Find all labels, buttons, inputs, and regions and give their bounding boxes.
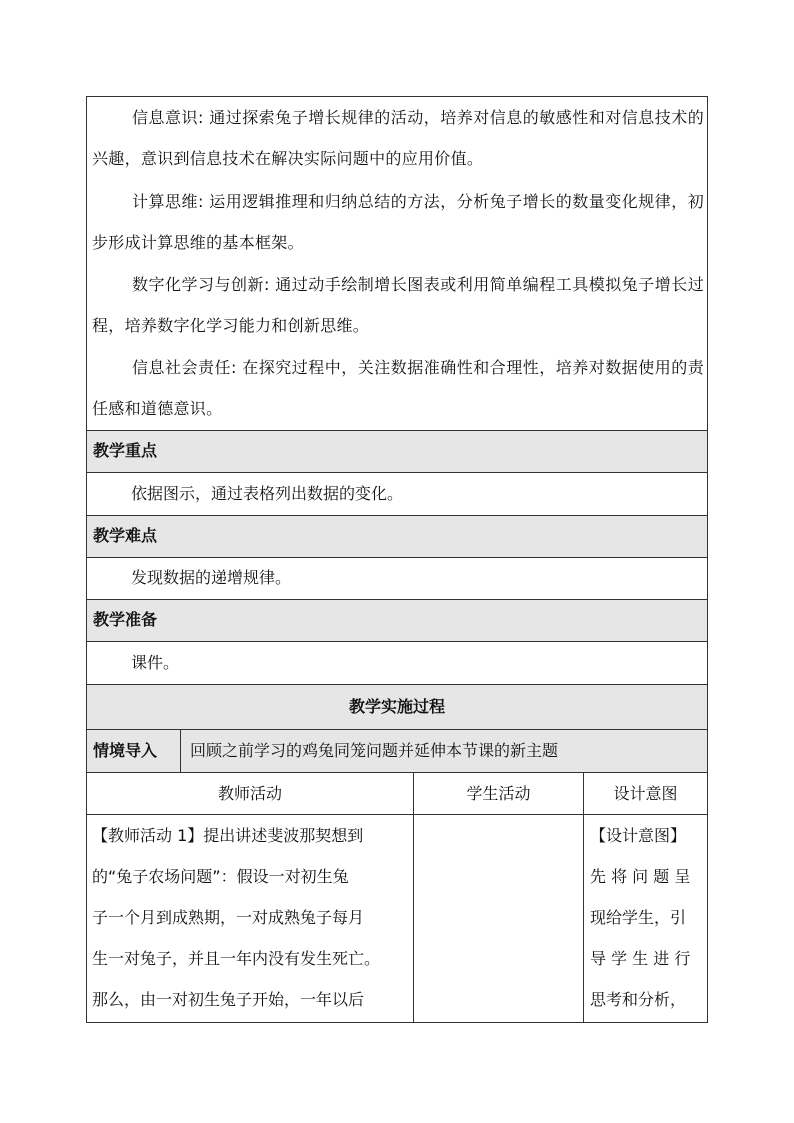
objective-text: 运用逻辑推理和归纳总结的方法，分析兔子增长的数量变化规律，初步形成计算思维的基本框架。 (92, 192, 705, 252)
objective-information-awareness: 信息意识: 通过探索兔子增长规律的活动，培养对信息的敏感性和对信息技术的兴趣，意识到信息技术在解决实际问题中的应用价值。 (92, 108, 705, 168)
table-rule (86, 472, 708, 473)
key-points-heading: 教学重点 (93, 441, 158, 460)
design-line: 思考和分析， (590, 990, 687, 1009)
objective-social-responsibility: 信息社会责任: 在探究过程中，关注数据准确性和合理性，培养对数据使用的责任感和道德意识。 (92, 358, 704, 418)
objective-text: 通过探索兔子增长规律的活动，培养对信息的敏感性和对信息技术的兴趣，意识到信息技术在解决实际问题中的应用价值。 (92, 108, 705, 168)
teacher-line: 生一对兔子，并且一年内没有发生死亡。 (92, 949, 381, 968)
design-line: 现给学生，引 (590, 908, 687, 927)
objective-digital-learning: 数字化学习与创新: 通过动手绘制增长图表或利用简单编程工具模拟兔子增长过程，培养数字化学习能力和创新思维。 (92, 275, 704, 335)
preparation-heading: 教学准备 (93, 610, 158, 629)
intro-text: 回顾之前学习的鸡兔同笼问题并延伸本节课的新主题 (190, 741, 559, 760)
table-rule (86, 557, 708, 558)
table-rule (86, 1022, 708, 1023)
teacher-line: 的“兔子农场问题”：假设一对初生兔 (92, 867, 349, 886)
table-rule (86, 515, 708, 516)
table-rule (86, 772, 708, 773)
column-divider (413, 772, 414, 1022)
teacher-line: 子一个月到成熟期，一对成熟兔子每月 (92, 908, 365, 927)
objective-computational-thinking: 计算思维: 运用逻辑推理和归纳总结的方法，分析兔子增长的数量变化规律，初步形成计算思维的基本框架。 (92, 192, 705, 252)
objective-term: 数字化学习与创新 (132, 275, 264, 294)
teacher-line: 【教师活动 1】提出讲述斐波那契想到 (92, 826, 364, 845)
table-rule (86, 641, 708, 642)
objective-text: 通过动手绘制增长图表或利用简单编程工具模拟兔子增长过程，培养数字化学习能力和创新思维。 (92, 275, 704, 335)
key-points-content: 依据图示，通过表格列出数据的变化。 (131, 484, 404, 503)
preparation-content: 课件。 (131, 653, 180, 672)
design-line: 导 学 生 进 行 (590, 949, 691, 968)
process-title: 教学实施过程 (348, 697, 445, 716)
column-header-student: 学生活动 (466, 784, 531, 803)
table-rule (86, 599, 708, 600)
column-header-teacher: 教师活动 (217, 784, 282, 803)
difficulties-content: 发现数据的递增规律。 (131, 568, 292, 587)
objective-text: 在探究过程中，关注数据准确性和合理性，培养对数据使用的责任感和道德意识。 (92, 358, 704, 418)
objective-term: 信息意识 (132, 108, 198, 127)
intro-label: 情境导入 (93, 741, 158, 760)
column-header-design: 设计意图 (613, 784, 678, 803)
objective-term: 信息社会责任 (132, 358, 231, 377)
intro-divider (180, 729, 181, 772)
teacher-activity-text (92, 815, 412, 1020)
difficulties-heading: 教学难点 (93, 526, 158, 545)
design-intent-text (590, 815, 704, 1020)
design-line: 先 将 问 题 呈 (590, 867, 691, 886)
table-rule (86, 684, 708, 685)
column-divider (583, 772, 584, 1022)
table-rule (86, 430, 708, 431)
objective-term: 计算思维 (132, 192, 198, 211)
design-line: 【设计意图】 (590, 826, 687, 845)
teacher-line: 那么，由一对初生兔子开始，一年以后 (92, 990, 365, 1009)
